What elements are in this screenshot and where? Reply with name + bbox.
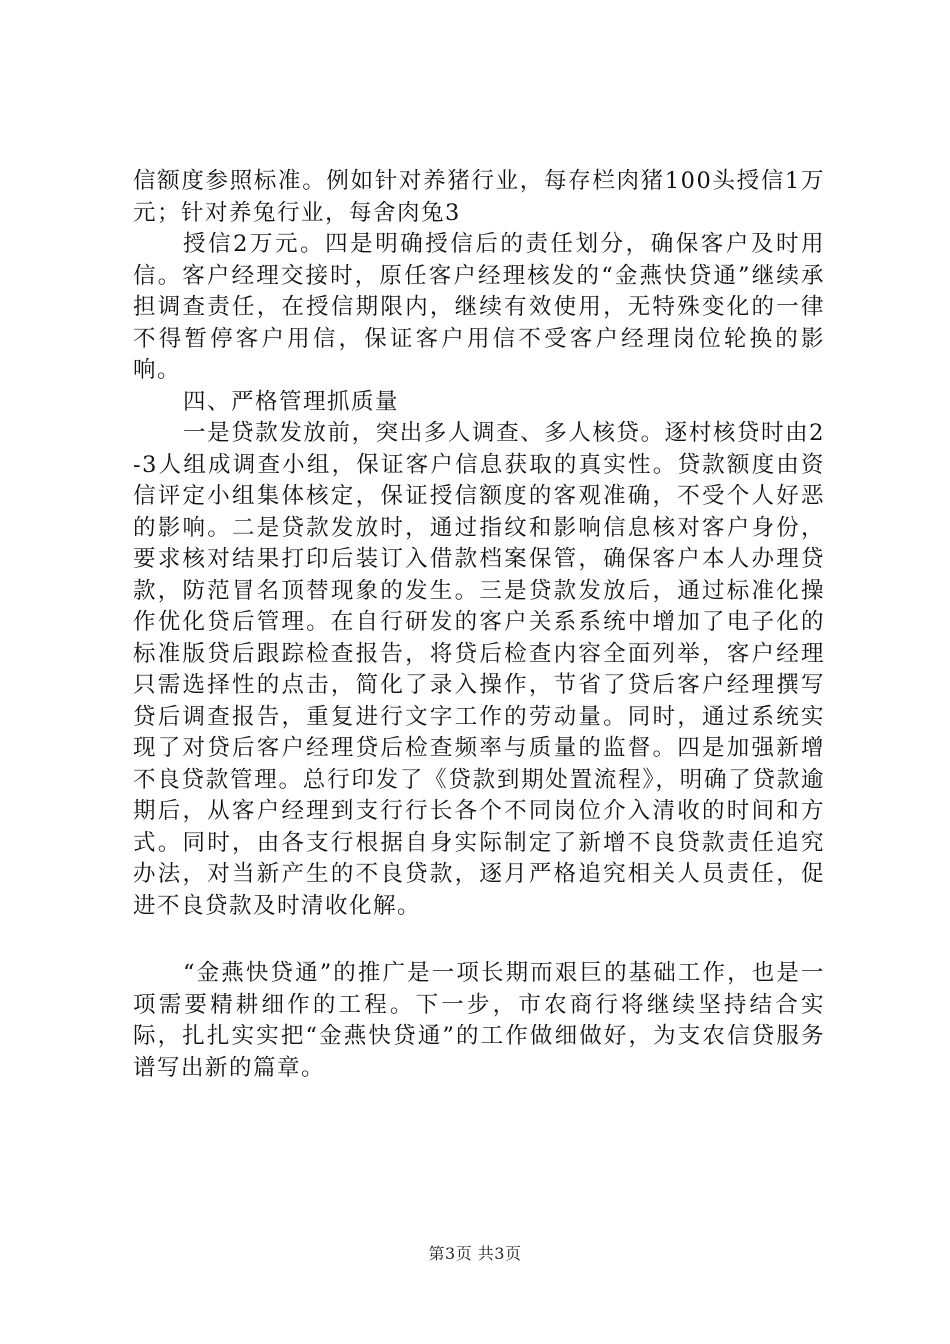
- paragraph-conclusion: “金燕快贷通”的推广是一项长期而艰巨的基础工作，也是一项需要精耕细作的工程。下一步，市农商行将继续坚持结合实际，扎扎实实把“金燕快贷通”的工作做细做好，为支农信贷服务谱写出新的篇章。: [133, 960, 825, 1081]
- paragraph-credit-responsibility: 授信2万元。四是明确授信后的责任划分，确保客户及时用信。客户经理交接时，原任客户经理核发的“金燕快贷通”继续承担调查责任，在授信期限内，继续有效使用，无特殊变化的一律不得暂停客户用信，保证客户用信不受客户经理岗位轮换的影响。: [133, 231, 825, 383]
- paragraph-loan-process: 一是贷款发放前，突出多人调查、多人核贷。逐村核贷时由2-3人组成调查小组，保证客户信息获取的真实性。贷款额度由资信评定小组集体核定，保证授信额度的客观准确，不受个人好恶的影响。二是贷款发放时，通过指纹和影响信息核对客户身份，要求核对结果打印后装订入借款档案保管，确保客户本人办理贷款，防范冒名顶替现象的发生。三是贷款发放后，通过标准化操作优化贷后管理。在自行研发的客户关系系统中增加了电子化的标准版贷后跟踪检查报告，将贷后检查内容全面列举，客户经理只需选择性的点击，简化了录入操作，节省了贷后客户经理撰写贷后调查报告，重复进行文字工作的劳动量。同时，通过系统实现了对贷后客户经理贷后检查频率与质量的监督。四是加强新增不良贷款管理。总行印发了《贷款到期处置流程》，明确了贷款逾期后，从客户经理到支行行长各个不同岗位介入清收的时间和方式。同时，由各支行根据自身实际制定了新增不良贷款责任追究办法，对当新产生的不良贷款，逐月严格追究相关人员责任，促进不良贷款及时清收化解。: [133, 420, 825, 919]
- document-body: [133, 166, 825, 1084]
- section-heading-quality-management: 四、严格管理抓质量: [183, 388, 400, 415]
- paragraph-credit-standard: 信额度参照标准。例如针对养猪行业，每存栏肉猪100头授信1万元；针对养兔行业，每舍肉兔3: [133, 168, 825, 226]
- page-number-footer: 第3页 共3页: [428, 1244, 522, 1263]
